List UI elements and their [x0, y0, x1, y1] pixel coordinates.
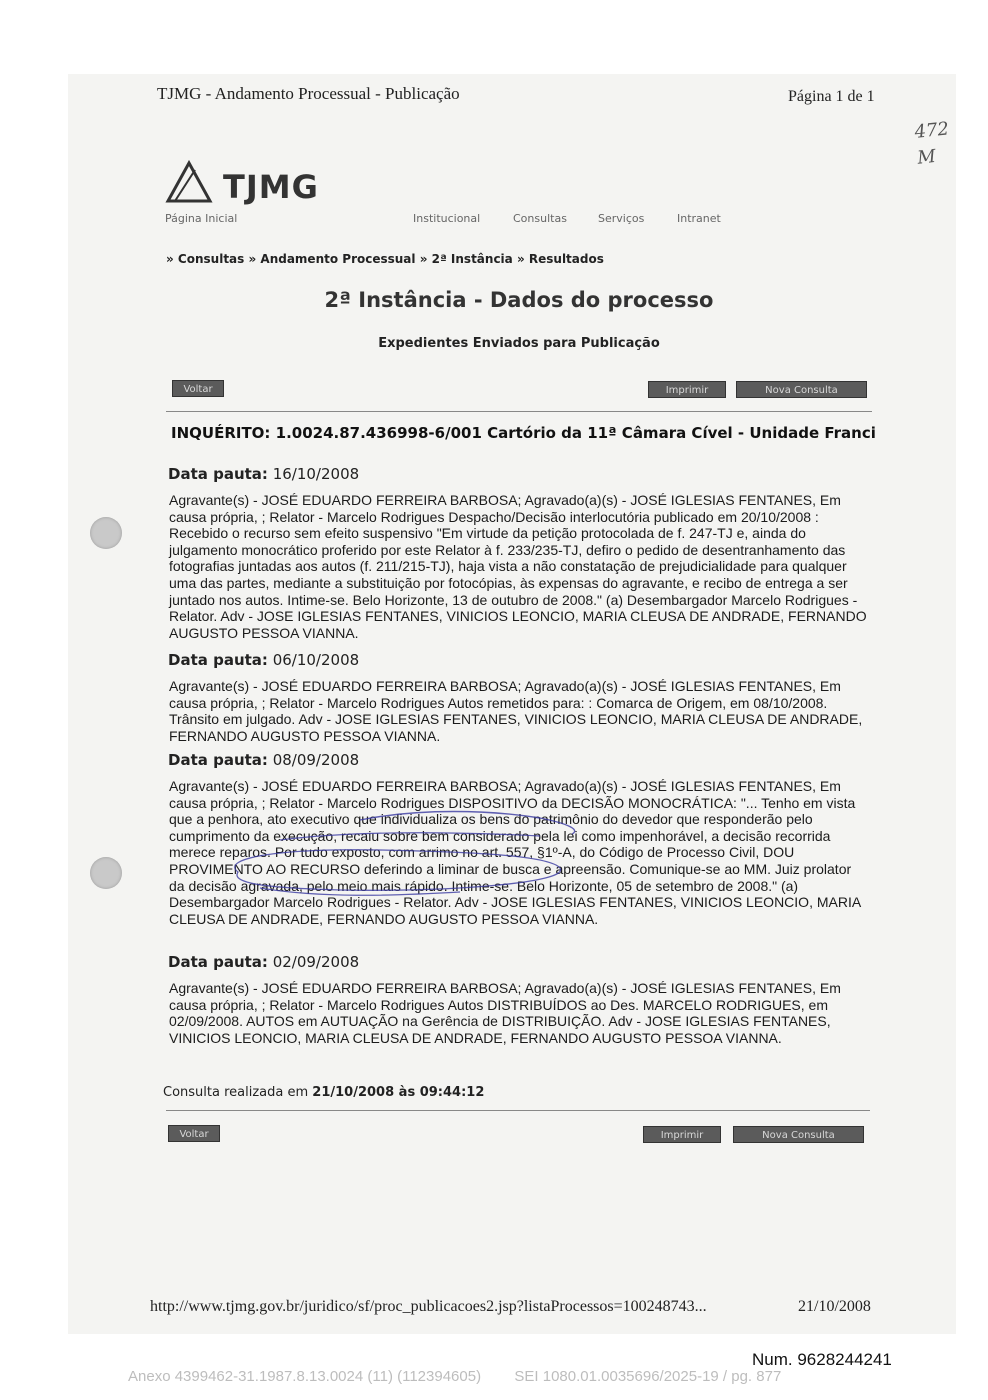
- entry-date: Data pauta: 02/09/2008: [168, 953, 360, 971]
- imprimir-button-top[interactable]: Imprimir: [648, 381, 726, 398]
- logo-text: TJMG: [223, 168, 319, 206]
- divider: [166, 411, 872, 412]
- consulta-timestamp: Consulta realizada em 21/10/2008 às 09:44:12: [163, 1085, 485, 1100]
- nav-home[interactable]: Página Inicial: [165, 212, 238, 225]
- imprimir-button-bottom[interactable]: Imprimir: [643, 1126, 721, 1143]
- voltar-button-top[interactable]: Voltar: [172, 380, 224, 397]
- nav-servicos[interactable]: Serviços: [598, 212, 645, 225]
- entry-date: Data pauta: 08/09/2008: [168, 751, 360, 769]
- nova-consulta-button-top[interactable]: Nova Consulta: [736, 381, 867, 398]
- voltar-button-bottom[interactable]: Voltar: [168, 1125, 220, 1142]
- tjmg-logo[interactable]: [165, 160, 319, 204]
- pen-markings: [160, 800, 880, 920]
- page-subtitle: Expedientes Enviados para Publicação: [378, 336, 660, 351]
- sei-stamp: Anexo 4399462-31.1987.8.13.0024 (11) (112394605) SEI 1080.01.0035696/2025-19 / pg. 877: [128, 1368, 782, 1385]
- page-title: 2ª Instância - Dados do processo: [324, 288, 714, 312]
- nav-intranet[interactable]: Intranet: [677, 212, 721, 225]
- print-footer-date: 21/10/2008: [798, 1298, 871, 1315]
- print-footer-url: http://www.tjmg.gov.br/juridico/sf/proc_publicacoes2.jsp?listaProcessos=100248743...: [150, 1298, 707, 1315]
- triangle-logo-icon: [165, 160, 213, 204]
- nav-consultas[interactable]: Consultas: [513, 212, 567, 225]
- entry-text: Agravante(s) - JOSÉ EDUARDO FERREIRA BARBOSA; Agravado(a)(s) - JOSÉ IGLESIAS FENTANES, Em causa própria, ; Relator - Marcelo Rodrigues DISPOSITIVO da DECISÃO MONOCRÁTICA: "... Tenho em vista que a penhora, ato executivo que individualiza os bens do patrimônio do devedor que responderão pelo cumprimento da execução, recaiu sobre bem considerado pela lei como impenhorável, a decisão recorrida merece reparos. Por tudo exposto, com arrimo no art. 557, §1º-A, do Código de Processo Civil, DOU PROVIMENTO AO RECURSO deferindo a liminar de busca e apreensão. Comunique-se ao MM. Juiz prolator da decisão agravada, pelo meio mais rápido. Intime-se. Belo Horizonte, 05 de setembro de 2008." (a) Desembargador Marcelo Rodrigues - Relator. Adv - JOSE IGLESIAS FENTANES, VINICIOS LEONCIO, MARIA CLEUSA DE ANDRADE, FERNANDO AUGUSTO PESSOA VIANNA.: [169, 778, 861, 927]
- breadcrumb: » Consultas » Andamento Processual » 2ª Instância » Resultados: [166, 252, 604, 266]
- print-page-number: Página 1 de 1: [788, 88, 875, 105]
- entry-text: Agravante(s) - JOSÉ EDUARDO FERREIRA BARBOSA; Agravado(a)(s) - JOSÉ IGLESIAS FENTANES, Em causa própria, ; Relator - Marcelo Rodrigues Autos remetidos para: : Comarca de Origem, em 08/10/2008. Trânsito em julgado. Adv - JOSE IGLESIAS FENTANES, VINICIOS LEONCIO, MARIA CLEUSA DE ANDRADE, FERNANDO AUGUSTO PESSOA VIANNA.: [169, 678, 863, 744]
- punch-hole: [90, 517, 122, 549]
- punch-hole: [90, 857, 122, 889]
- site-nav: [165, 212, 785, 230]
- divider: [166, 1110, 870, 1111]
- nova-consulta-button-bottom[interactable]: Nova Consulta: [733, 1126, 864, 1143]
- nav-institucional[interactable]: Institucional: [413, 212, 481, 225]
- entry-text: Agravante(s) - JOSÉ EDUARDO FERREIRA BARBOSA; Agravado(a)(s) - JOSÉ IGLESIAS FENTANES, Em causa própria, ; Relator - Marcelo Rodrigues Despacho/Decisão interlocutória publicado em 20/10/2008 : Recebido o recurso sem efeito suspensivo "Em virtude da petição protocolada de f. 247-TJ e, ainda do julgamento monocrático proferido por este Relator à f. 233/235-TJ, defiro o pedido de desentranhamento das fotografias juntadas aos autos (f. 211/215-TJ), haja vista a não constatação de prejudicialidade para qualquer uma das partes, mediante a substituição por fotocópias, às expensas do agravante, e recibo de entrega a ser juntado nos autos. Intime-se. Belo Horizonte, 13 de outubro de 2008." (a) Desembargador Marcelo Rodrigues - Relator. Adv - JOSE IGLESIAS FENTANES, VINICIOS LEONCIO, MARIA CLEUSA DE ANDRADE, FERNANDO AUGUSTO PESSOA VIANNA.: [169, 492, 867, 641]
- print-header-title: TJMG - Andamento Processual - Publicação: [157, 84, 460, 103]
- entry-text: Agravante(s) - JOSÉ EDUARDO FERREIRA BARBOSA; Agravado(a)(s) - JOSÉ IGLESIAS FENTANES, Em causa própria, ; Relator - Marcelo Rodrigues Autos DISTRIBUÍDOS ao Des. MARCELO RODRIGUES, em 02/09/2008. AUTOS em AUTUAÇÃO na Gerência de DISTRIBUIÇÃO. Adv - JOSE IGLESIAS FENTANES, VINICIOS LEONCIO, MARIA CLEUSA DE ANDRADE, FERNANDO AUGUSTO PESSOA VIANNA.: [169, 980, 841, 1046]
- entry-date: Data pauta: 06/10/2008: [168, 651, 360, 669]
- process-heading: INQUÉRITO: 1.0024.87.436998-6/001 Cartório da 11ª Câmara Cível - Unidade Franci: [171, 424, 876, 442]
- handwritten-note: 472 M: [913, 118, 950, 169]
- document-number: Num. 9628244241: [752, 1350, 892, 1369]
- entry-date: Data pauta: 16/10/2008: [168, 465, 360, 483]
